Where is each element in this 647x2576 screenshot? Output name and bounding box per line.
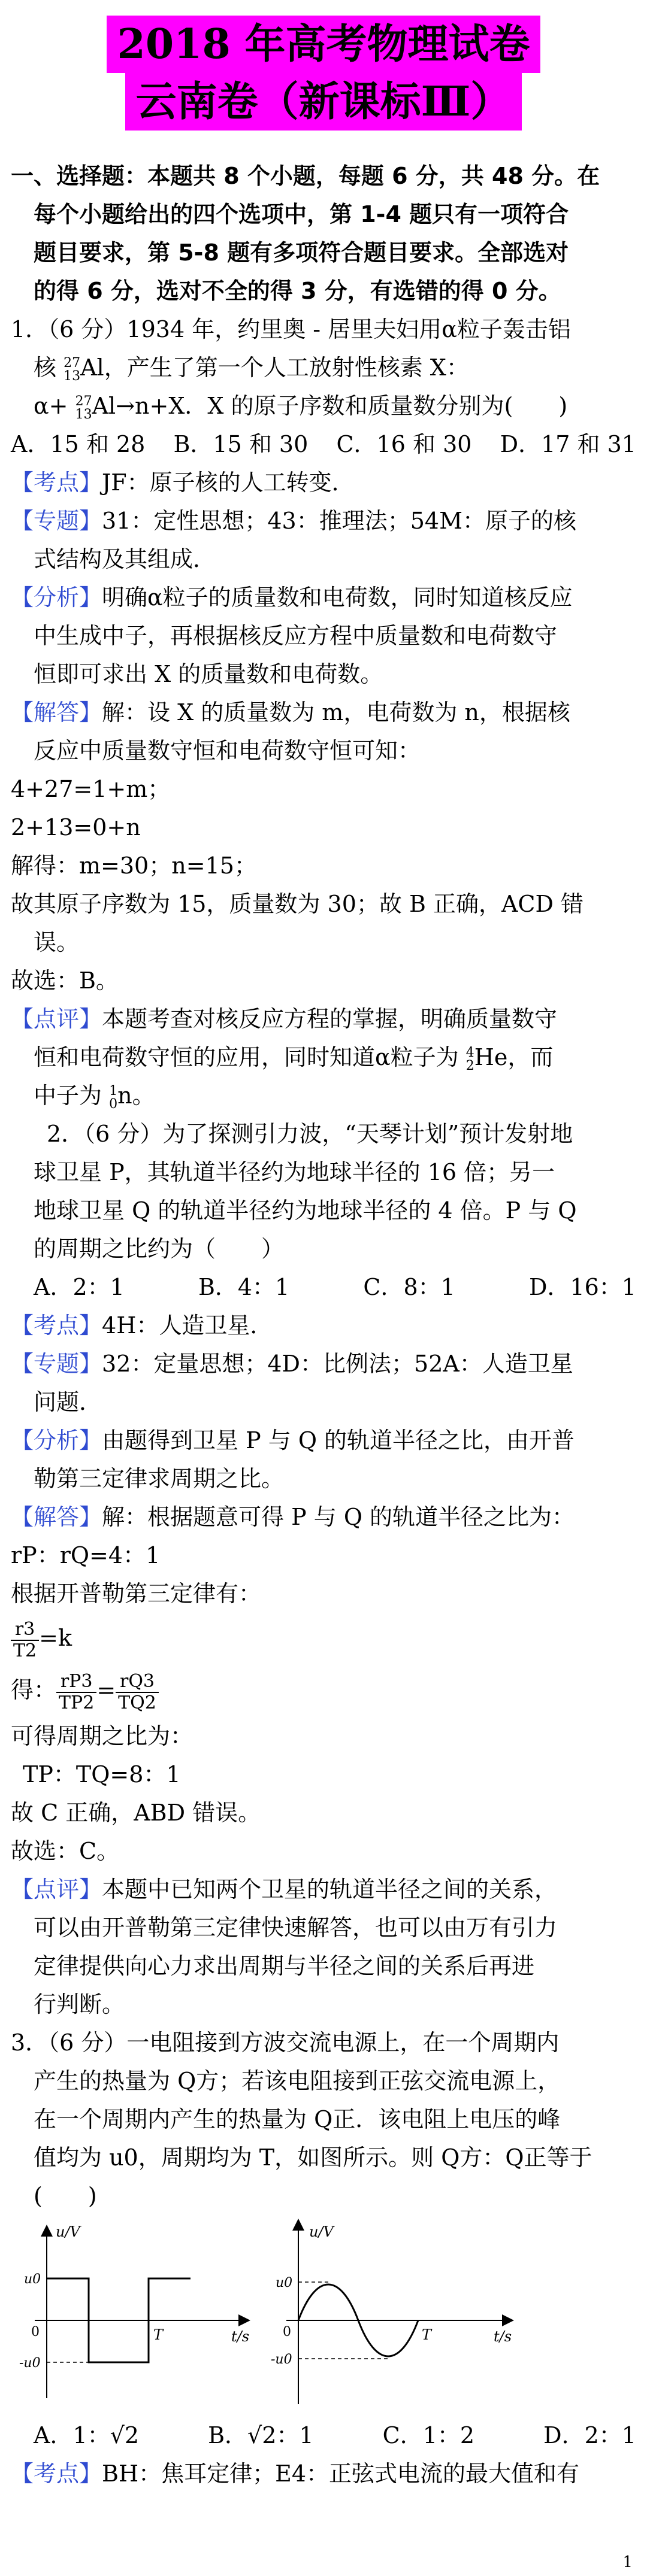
q1-fenxi-cont-1: 中生成中子，再根据核反应方程中质量数和电荷数守 [34, 623, 558, 649]
q2-zhuanti-cont: 问题． [34, 1389, 102, 1415]
q2-zhuanti [11, 1345, 636, 1383]
q1-line1: 1．（6 分）1934 年，约里奥 - 居里夫妇用α粒子轰击铝 [11, 316, 571, 342]
q3-option-b: B．√2：1 [208, 2422, 314, 2448]
section-intro-3: 题目要求，第 5-8 题有多项符合题目要求。全部选对 [34, 239, 569, 266]
tag-label: 【解答】 [11, 699, 102, 726]
q1-jieda-cont: 反应中质量数守恒和电荷数守恒可知： [34, 738, 421, 764]
section-intro-1: 一、选择题：本题共 8 个小题，每题 6 分，共 48 分。在 [11, 163, 600, 189]
t-axis-label: t/s [231, 2328, 250, 2345]
tag-label: 【解答】 [11, 1504, 102, 1530]
q2-kepler-formula [11, 1613, 636, 1663]
atomic-number: 2 [465, 1058, 474, 1073]
q2-kepler: 根据开普勒第三定律有： [11, 1580, 262, 1607]
isotope-n [109, 1085, 117, 1111]
tag-label: 【考点】 [11, 469, 102, 496]
formula-text: = [96, 1677, 116, 1703]
tag-text: 解：设 X 的质量数为 m，电荷数为 n，根据核 [102, 699, 570, 726]
q2-kaodian [11, 1306, 636, 1345]
neg-u0-label: -u0 [271, 2352, 292, 2367]
q2-option-c: C．8：1 [363, 1274, 455, 1300]
tag-text: 由题得到卫星 P 与 Q 的轨道半径之比，由开普 [102, 1427, 575, 1454]
period-label: T [422, 2326, 432, 2343]
fraction-p [56, 1671, 96, 1713]
formula-text: 得： [11, 1677, 57, 1703]
q3-line5: ( ) [34, 2183, 97, 2209]
q1-line3 [11, 387, 636, 425]
q2-option-d: D．16：1 [528, 1274, 636, 1300]
fraction-denominator: TQ2 [118, 1692, 156, 1713]
q3-option-c: C．1：2 [382, 2422, 475, 2448]
q1-text: Al，产生了第一个人工放射性核素 X： [80, 354, 469, 381]
q2-option-a: A．2：1 [34, 1274, 125, 1300]
q1-dianping-cont [11, 1038, 636, 1076]
title-line-2: 云南卷（新课标Ⅲ） [125, 73, 522, 131]
q2-conclusion: 故 C 正确，ABD 错误。 [11, 1800, 261, 1826]
q1-options [11, 425, 636, 463]
q1-text: 核 [34, 354, 64, 381]
fraction-q [116, 1671, 159, 1713]
tag-label: 【分析】 [11, 1427, 102, 1454]
sine-wave-figure [271, 2223, 512, 2404]
tag-text: 恒和电荷数守恒的应用，同时知道α粒子为 [34, 1044, 466, 1070]
fraction-numerator: rQ3 [116, 1671, 159, 1693]
q2-fenxi [11, 1421, 636, 1460]
tag-label: 【分析】 [11, 584, 102, 611]
mass-number: 27 [75, 393, 92, 409]
atomic-number: 0 [109, 1096, 118, 1112]
voltage-waveforms [11, 2219, 636, 2416]
q2-dianping-cont-1: 可以由开普勒第三定律快速解答，也可以由万有引力 [34, 1914, 558, 1941]
q1-zhuanti-cont: 式结构及其组成． [34, 546, 216, 572]
title-line-1: 2018 年高考物理试卷 [107, 16, 541, 73]
period-label: T [153, 2326, 164, 2343]
q1-option-c: C．16 和 30 [336, 431, 472, 457]
q1-zhuanti [11, 502, 636, 540]
q3-kaodian [11, 2454, 636, 2493]
q2-dianping [11, 1870, 636, 1909]
tag-text: He，而 [474, 1044, 554, 1070]
section-intro-2: 每个小题给出的四个选项中，第 1-4 题只有一项符合 [34, 201, 569, 227]
tag-text: 中子为 [34, 1082, 110, 1109]
q2-dianping-cont-2: 定律提供向心力求出周期与半径之间的关系后再进 [34, 1953, 535, 1979]
q1-conclusion: 故其原子序数为 15，质量数为 30；故 B 正确，ACD 错 [11, 891, 584, 917]
q2-ratio-formula [11, 1663, 636, 1717]
tag-text: 31：定性思想；43：推理法；54M：原子的核 [102, 508, 576, 534]
title-block [0, 0, 647, 131]
fraction-numerator: rP3 [56, 1671, 96, 1693]
tag-label: 【考点】 [11, 1312, 102, 1339]
q1-option-b: B．15 和 30 [173, 431, 309, 457]
atomic-number: 13 [64, 368, 81, 384]
q1-line2 [11, 348, 636, 387]
tag-text: JF：原子核的人工转变． [102, 469, 355, 496]
origin-label: 0 [31, 2325, 40, 2340]
q2-ratio-r: rP：rQ=4：1 [11, 1542, 161, 1568]
tag-text: 本题中已知两个卫星的轨道半径之间的关系， [102, 1876, 558, 1903]
q2-dianping-cont-3: 行判断。 [34, 1991, 125, 2017]
q2-options [11, 1268, 636, 1306]
tag-text: 4H：人造卫星． [102, 1312, 273, 1339]
page-number: 1 [622, 2553, 633, 2571]
q1-conclusion-cont: 误。 [34, 929, 80, 955]
q1-option-d: D．17 和 31 [500, 431, 636, 457]
tag-text: 本题考查对核反应方程的掌握，明确质量数守 [102, 1006, 558, 1032]
q3-option-a: A．1：√2 [34, 2422, 140, 2448]
t-axis-label: t/s [494, 2328, 512, 2345]
q1-dianping [11, 1000, 636, 1038]
q1-option-a: A．15 和 28 [11, 431, 146, 457]
q1-eq2: 2+13=0+n [11, 814, 141, 841]
neg-u0-label: -u0 [19, 2356, 41, 2371]
tag-text: 32：定量思想；4D：比例法；52A：人造卫星 [102, 1351, 573, 1377]
u-axis-label: u/V [56, 2223, 80, 2240]
q3-line3: 在一个周期内产生的热量为 Q正．该电阻上电压的峰 [34, 2106, 561, 2132]
q3-option-d: D．2：1 [543, 2422, 636, 2448]
tag-label: 【考点】 [11, 2460, 102, 2487]
q2-line1: 2．（6 分）为了探测引力波，“天琴计划”预计发射地 [47, 1121, 573, 1147]
tag-label: 【点评】 [11, 1006, 102, 1032]
q2-period: 可得周期之比为： [11, 1723, 194, 1749]
fraction-numerator: r3 [11, 1619, 39, 1641]
q2-option-b: B．4：1 [198, 1274, 290, 1300]
q3-figures [11, 2219, 636, 2416]
q1-jieda [11, 693, 636, 732]
q1-eq3: 解得：m=30；n=15； [11, 852, 257, 879]
u0-label: u0 [24, 2272, 41, 2287]
atomic-number: 13 [75, 406, 92, 422]
q1-kaodian [11, 463, 636, 502]
q2-ratio-t: TP：TQ=8：1 [23, 1761, 181, 1788]
tag-label: 【专题】 [11, 508, 102, 534]
q2-line2: 球卫星 P，其轨道半径约为地球半径的 16 倍；另一 [34, 1159, 555, 1185]
q2-line3: 地球卫星 Q 的轨道半径约为地球半径的 4 倍。P 与 Q [34, 1197, 577, 1224]
q1-text: α+ [34, 393, 75, 419]
q1-eq1: 4+27=1+m； [11, 776, 171, 802]
q2-jieda [11, 1498, 636, 1536]
q3-line2: 产生的热量为 Q方；若该电阻接到正弦交流电源上， [34, 2068, 561, 2094]
tag-label: 【点评】 [11, 1876, 102, 1903]
fraction-denominator: TP2 [59, 1692, 95, 1713]
u-axis-label: u/V [309, 2223, 334, 2240]
isotope-al [75, 395, 92, 421]
tag-text: n。 [117, 1082, 155, 1109]
mass-number: 4 [465, 1045, 474, 1060]
isotope-he [466, 1046, 474, 1073]
mass-number: 27 [64, 355, 81, 371]
q2-line4: 的周期之比约为（ ） [34, 1236, 285, 1262]
q2-choose: 故选：C。 [11, 1838, 120, 1864]
tag-label: 【专题】 [11, 1351, 102, 1377]
q1-fenxi-cont-2: 恒即可求出 X 的质量数和电荷数。 [34, 661, 383, 687]
u0-label: u0 [276, 2275, 293, 2290]
q1-text: Al→n+X．X 的原子序数和质量数分别为( ) [92, 393, 568, 419]
q1-fenxi [11, 578, 636, 617]
square-wave-figure [19, 2223, 249, 2398]
q1-choose: 故选：B。 [11, 967, 119, 994]
exam-content [11, 157, 636, 2493]
kepler-fraction [11, 1619, 39, 1661]
q2-fenxi-cont: 勒第三定律求周期之比。 [34, 1466, 285, 1492]
q3-options [11, 2416, 636, 2454]
q3-line4: 值均为 u0，周期均为 T，如图所示。则 Q方：Q正等于 [34, 2144, 592, 2171]
origin-label: 0 [283, 2325, 291, 2340]
isotope-al [64, 357, 80, 383]
tag-text: 明确α粒子的质量数和电荷数，同时知道核反应 [102, 584, 573, 611]
mass-number: 1 [109, 1083, 118, 1099]
tag-text: 解：根据题意可得 P 与 Q 的轨道半径之比为： [102, 1504, 575, 1530]
q3-line1: 3．（6 分）一电阻接到方波交流电源上，在一个周期内 [11, 2029, 560, 2056]
formula-text: =k [39, 1625, 72, 1651]
fraction-denominator: T2 [13, 1640, 37, 1661]
section-intro-4: 的得 6 分，选对不全的得 3 分，有选错的得 0 分。 [34, 278, 561, 304]
q1-dianping-cont-2 [11, 1076, 636, 1115]
tag-text: BH：焦耳定律；E4：正弦式电流的最大值和有 [102, 2460, 579, 2487]
